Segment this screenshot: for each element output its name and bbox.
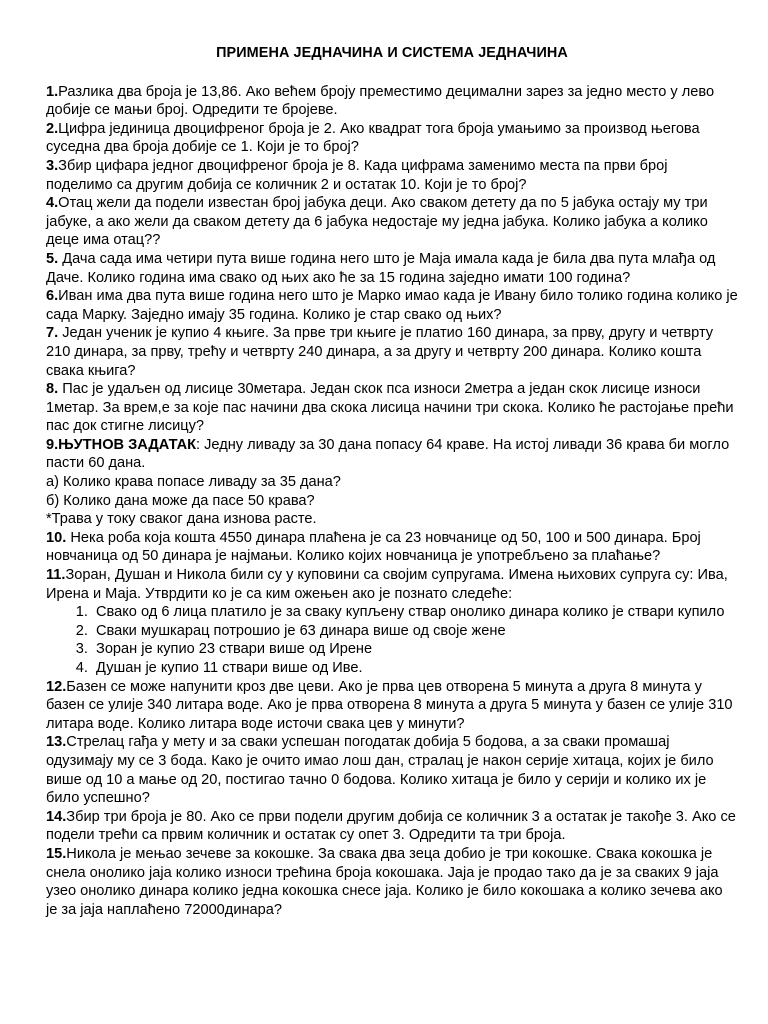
problem-6 xyxy=(46,287,738,324)
problem-number: 5. xyxy=(46,250,59,267)
problem-text: Никола је мењао зечеве за кокошке. За свака два зеца добио је три кокошке. Свака кокошка је снела онолико јаја колико износи трећина броја кокошака. Јаја је продао тако да је за сваких 9 јаја узео онолико динара колико једна кокошка снесе јаја. Колико је било кокошака а колико зечева ако је за јаја наплаћено 72000динара? xyxy=(46,845,723,918)
problem-7 xyxy=(46,324,738,380)
problem-text: Нека роба која кошта 4550 динара плаћена је са 23 новчанице од 50, 100 и 500 динара. Број новчаница од 50 динара је најмањи. Колико којих новчаница је употребљено за плаћање? xyxy=(46,529,701,565)
problem-12 xyxy=(46,678,738,734)
problem-number: 2. xyxy=(46,120,59,137)
problem-heading: ЊУТНОВ ЗАДАТАК xyxy=(58,436,197,453)
problem-5 xyxy=(46,250,738,287)
problem-text: : Једну ливаду за 30 дана попасу 64 краве. На истој ливади 36 крава би могло пасти 60 дана. xyxy=(46,436,730,472)
problem-text: Отац жели да подели известан број јабука деци. Ако сваком детету да по 5 јабука остају му три јабуке, а ако жели да сваком детету да 6 јабука недостаје му једна јабука. Колико јабука а колико деце има отац?? xyxy=(46,195,708,249)
problem-11-statement xyxy=(46,566,738,603)
problem-number: 11. xyxy=(46,567,66,584)
problem-2 xyxy=(46,120,738,157)
problem-10 xyxy=(46,529,738,566)
page-title: ПРИМЕНА ЈЕДНАЧИНА И СИСТЕМА ЈЕДНАЧИНА xyxy=(216,45,568,61)
problem-number: 8. xyxy=(46,381,59,398)
problem-11-conditions xyxy=(46,603,738,677)
problem-13 xyxy=(46,733,738,807)
problem-number: 9. xyxy=(46,436,59,453)
problem-number: 15. xyxy=(46,845,67,862)
problem-8 xyxy=(46,380,738,436)
problem-text: Пас је удаљен од лисице 30метара. Један скок пса износи 2метра а један скок лисице износи 1метар. За врем,е за које пас начини два скока лисица начини три скока. Колико ће растојање прећи пас док стигне лисицу? xyxy=(46,381,734,435)
problem-text: Збир цифара једног двоцифреног броја је 8. Када цифрама заменимо места па први број поделимо са другим добија се количник 2 и остатак 10. Који је то број? xyxy=(46,157,668,193)
problem-3 xyxy=(46,157,738,194)
condition-item: 2. Сваки мушкарац потрошио је 63 динара више од своје жене xyxy=(92,622,738,641)
problem-text: Зоран, Душан и Никола били су у куповини са својим супругама. Имена њихових супруга су: Ива, Ирена и Маја. Утврдити ко је са ким ожењен ако је познато следеће: xyxy=(46,567,728,602)
problem-text: Збир три броја је 80. Ако се први подели другим добија се количник 3 а остатак је такође 3. Ако се подели трећи са првим количник и остатак су опет 3. Одредити та три броја. xyxy=(46,808,736,844)
problem-text: Један ученик је купио 4 књиге. За прве три књиге је платио 160 динара, за прву, другу и четврту 210 динара, за прву, трећу и четврту 240 динара, а за другу и четврту 200 динара. Колико кошта свака књига? xyxy=(46,325,714,379)
problem-11 xyxy=(46,566,738,678)
problem-number: 7. xyxy=(46,325,59,342)
problem-number: 6. xyxy=(46,288,59,305)
problem-number: 1. xyxy=(46,83,59,100)
problem-text: Разлика два броја је 13,86. Ако већем броју преместимо децимални зарез за једно место у лево добије се мањи број. Одредити те бројеве. xyxy=(46,83,715,119)
problem-9-note: *Трава у току сваког дана изнова расте. xyxy=(46,511,317,528)
problem-1 xyxy=(46,83,738,120)
problem-text: Дача сада има четири пута више година него што је Маја имала када је била два пута млађа од Даче. Колико година има свако од њих ако ће за 15 година заједно имати 100 година? xyxy=(46,250,716,286)
condition-item: 3. Зоран је купио 23 ствари више од Ирене xyxy=(92,640,738,659)
problem-15 xyxy=(46,845,738,919)
problem-number: 10. xyxy=(46,529,67,546)
problem-14 xyxy=(46,808,738,845)
problem-number: 14. xyxy=(46,808,67,825)
problem-number: 3. xyxy=(46,157,59,174)
problem-number: 12. xyxy=(46,678,67,695)
problem-number: 13. xyxy=(46,734,67,751)
problem-text: Иван има два пута више година него што је Марко имао када је Ивану било толико година колико је сада Марку. Заједно имају 35 година. Колико је стар свако од њих? xyxy=(46,288,738,323)
problem-9 xyxy=(46,436,738,529)
problem-text: Стрелац гађа у мету и за сваки успешан погодатак добија 5 бодова, а за сваки промашај одузимају му се 3 бода. Како је очито имао лош дан, стралац је након серије хитаца, којих је било више од 10 а мање од 20, постигао тачно 0 бодова. Колико хитаца је било у серији и колико их је било успешно? xyxy=(46,734,714,807)
problem-9-statement xyxy=(46,436,738,473)
condition-item: 1. Свако од 6 лица платило је за сваку купљену ствар онолико динара колико је ствари купило xyxy=(92,603,738,622)
condition-item: 4. Душан је купио 11 ствари више од Иве. xyxy=(92,659,738,678)
problem-9-part-b: б) Колико дана може да пасе 50 крава? xyxy=(46,492,315,509)
problems-list xyxy=(46,83,738,436)
problem-text: Цифра јединица двоцифреног броја је 2. Ако квадрат тога броја умањимо за производ његова суседна два броја добије се 1. Који је то број? xyxy=(46,120,700,156)
problems-list-tail xyxy=(46,678,738,920)
problem-9-part-a: а) Колико крава попасе ливаду за 35 дана? xyxy=(46,474,341,491)
problem-4 xyxy=(46,194,738,250)
problem-number: 4. xyxy=(46,195,59,212)
problem-text: Базен се може напунити кроз две цеви. Ако је прва цев отворена 5 минута а друга 8 минута у базен се улије 340 литара воде. Ако је прва отворена 8 минута а друга 5 минута у базен се улије 310 литара воде. Колико литара воде источи свака цев у минути? xyxy=(46,678,733,732)
